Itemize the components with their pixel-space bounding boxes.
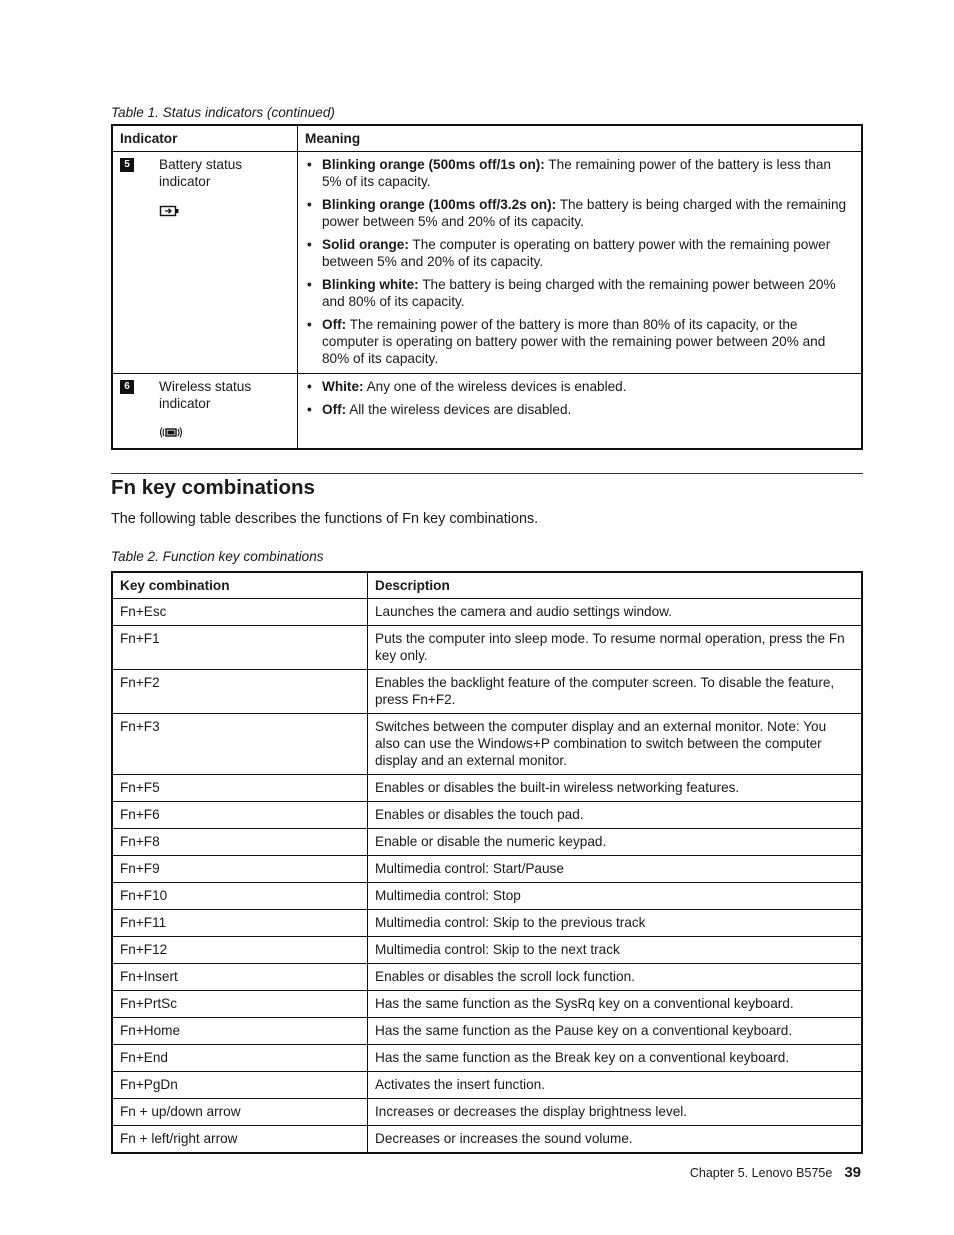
item-term: Blinking orange (500ms off/1s on): [322, 157, 545, 172]
key-combination-cell: Fn+F2 [112, 670, 368, 714]
key-combination-cell: Fn+F10 [112, 883, 368, 910]
item-text: The remaining power of the battery is less than 5% of its capacity. [322, 157, 831, 189]
description-cell: Enables or disables the touch pad. [368, 802, 863, 829]
description-cell: Activates the insert function. [368, 1072, 863, 1099]
description-cell: Enables or disables the scroll lock function. [368, 964, 863, 991]
description-cell: Multimedia control: Stop [368, 883, 863, 910]
section-divider [111, 473, 863, 474]
section-title: Fn key combinations [111, 476, 315, 499]
table-row [112, 991, 862, 1018]
table-row [112, 1072, 862, 1099]
key-combination-cell: Fn+F5 [112, 775, 368, 802]
description-cell: Enables or disables the built-in wireless networking features. [368, 775, 863, 802]
table-row [112, 1126, 862, 1154]
list-item [305, 316, 853, 367]
key-combination-cell: Fn+F3 [112, 714, 368, 775]
item-term: Solid orange: [322, 237, 409, 252]
item-text: The computer is operating on battery power with the remaining power between 5% and 20% of its capacity. [322, 237, 831, 269]
key-combination-cell: Fn + left/right arrow [112, 1126, 368, 1154]
table-row [112, 152, 862, 374]
list-item [305, 378, 853, 395]
column-header-meaning: Meaning [298, 125, 863, 152]
key-combination-cell: Fn+F6 [112, 802, 368, 829]
wireless-icon [159, 426, 291, 444]
table1-caption: Table 1. Status indicators (continued) [111, 105, 335, 120]
indicator-number-badge: 5 [120, 158, 134, 172]
page-number: 39 [844, 1164, 861, 1181]
table-row [112, 374, 862, 450]
description-cell: Puts the computer into sleep mode. To resume normal operation, press the Fn key only. [368, 626, 863, 670]
list-item [305, 276, 853, 310]
item-text: The battery is being charged with the remaining power between 20% and 80% of its capacity. [322, 277, 836, 309]
table-header-row [112, 572, 862, 599]
table-row [112, 714, 862, 775]
function-key-table-body [112, 599, 862, 1154]
key-combination-cell: Fn+Esc [112, 599, 368, 626]
description-cell: Has the same function as the Break key on a conventional keyboard. [368, 1045, 863, 1072]
key-combination-cell: Fn+F9 [112, 856, 368, 883]
meaning-cell [298, 152, 863, 374]
list-item [305, 401, 853, 418]
table-row [112, 910, 862, 937]
table-row [112, 599, 862, 626]
column-header-indicator: Indicator [112, 125, 298, 152]
indicator-cell [112, 374, 298, 450]
column-header-description: Description [368, 572, 863, 599]
key-combination-cell: Fn+PgDn [112, 1072, 368, 1099]
description-cell: Enable or disable the numeric keypad. [368, 829, 863, 856]
description-cell: Multimedia control: Skip to the next track [368, 937, 863, 964]
item-text: The remaining power of the battery is more than 80% of its capacity, or the computer is operating on battery power with the remaining power between 20% and 80% of its capacity. [322, 317, 826, 366]
indicator-label: Wireless status indicator [159, 379, 252, 411]
description-cell: Multimedia control: Start/Pause [368, 856, 863, 883]
description-cell: Switches between the computer display and an external monitor. Note: You also can use the Windows+P combination to switch between the computer display and an external monitor. [368, 714, 863, 775]
list-item [305, 196, 853, 230]
list-item [305, 156, 853, 190]
key-combination-cell: Fn+Insert [112, 964, 368, 991]
battery-charge-icon [159, 204, 291, 222]
status-indicators-table [111, 124, 863, 450]
description-cell: Enables the backlight feature of the computer screen. To disable the feature, press Fn+F2. [368, 670, 863, 714]
section-intro: The following table describes the functions of Fn key combinations. [111, 511, 539, 527]
description-cell: Multimedia control: Skip to the previous track [368, 910, 863, 937]
key-combination-cell: Fn + up/down arrow [112, 1099, 368, 1126]
key-combination-cell: Fn+Home [112, 1018, 368, 1045]
table-row [112, 964, 862, 991]
description-cell: Decreases or increases the sound volume. [368, 1126, 863, 1154]
meaning-list [305, 378, 853, 418]
key-combination-cell: Fn+F11 [112, 910, 368, 937]
description-cell: Has the same function as the SysRq key on a conventional keyboard. [368, 991, 863, 1018]
table-header-row [112, 125, 862, 152]
table-row [112, 856, 862, 883]
chapter-label: Chapter 5. Lenovo B575e [689, 1166, 833, 1180]
indicator-cell [112, 152, 298, 374]
item-term: Off: [322, 402, 347, 417]
list-item [305, 236, 853, 270]
description-cell: Launches the camera and audio settings window. [368, 599, 863, 626]
indicator-label: Battery status indicator [159, 157, 243, 189]
function-key-table [111, 571, 863, 1154]
table-row [112, 1045, 862, 1072]
table-row [112, 775, 862, 802]
table-row [112, 1099, 862, 1126]
key-combination-cell: Fn+F8 [112, 829, 368, 856]
table-row [112, 829, 862, 856]
item-term: Blinking orange (100ms off/3.2s on): [322, 197, 557, 212]
table-row [112, 670, 862, 714]
table-row [112, 626, 862, 670]
key-combination-cell: Fn+F12 [112, 937, 368, 964]
item-text: All the wireless devices are disabled. [349, 402, 572, 417]
item-term: White: [322, 379, 364, 394]
page-footer [690, 1164, 861, 1181]
table2-caption: Table 2. Function key combinations [111, 549, 324, 564]
item-text: Any one of the wireless devices is enabled. [366, 379, 627, 394]
description-cell: Increases or decreases the display brightness level. [368, 1099, 863, 1126]
item-term: Off: [322, 317, 347, 332]
indicator-number-badge: 6 [120, 380, 134, 394]
key-combination-cell: Fn+F1 [112, 626, 368, 670]
meaning-cell [298, 374, 863, 450]
key-combination-cell: Fn+PrtSc [112, 991, 368, 1018]
table-row [112, 937, 862, 964]
table-row [112, 1018, 862, 1045]
table-row [112, 802, 862, 829]
key-combination-cell: Fn+End [112, 1045, 368, 1072]
table-row [112, 883, 862, 910]
column-header-key-combination: Key combination [112, 572, 368, 599]
description-cell: Has the same function as the Pause key on a conventional keyboard. [368, 1018, 863, 1045]
meaning-list [305, 156, 853, 367]
item-term: Blinking white: [322, 277, 419, 292]
item-text: The battery is being charged with the remaining power between 5% and 20% of its capacity. [322, 197, 847, 229]
